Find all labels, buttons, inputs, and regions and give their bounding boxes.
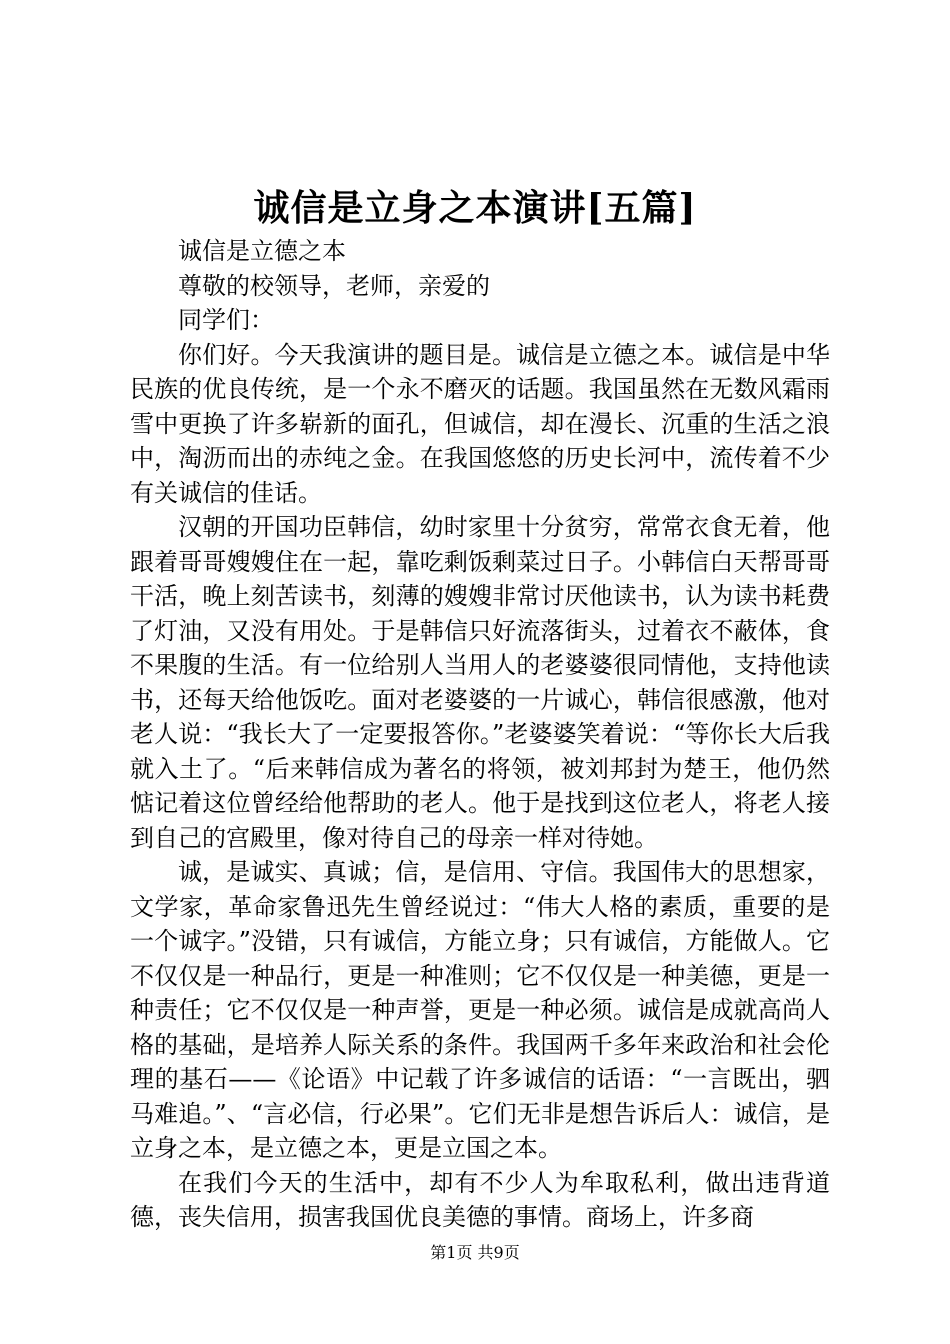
paragraph-salutation: 尊敬的校领导，老师，亲爱的 [178, 271, 490, 300]
paragraph-definition: 诚，是诚实、真诚；信，是信用、守信。我国伟大的思想家，文学家，革命家鲁迅先生曾经说过：“伟大人格的素质，重要的是一个诚字。”没错，只有诚信，方能立身；只有诚信，方能做人。它不仅仅是一种品行，更是一种准则；它不仅仅是一种美德，更是一种责任；它不仅仅是一种声誉，更是一种必须。诚信是成就高尚人格的基础，是培养人际关系的条件。我国两千多年来政治和社会伦理的基石——《论语》中记载了许多诚信的话语：“一言既出，驷马难追。”、“言必信，行必果”。它们无非是想告诉后人：诚信，是立身之本，是立德之本，更是立国之本。 [130, 858, 830, 1162]
paragraph-modern-life: 在我们今天的生活中，却有不少人为牟取私利，做出违背道德，丧失信用，损害我国优良美德的事情。商场上，许多商 [130, 1168, 830, 1231]
paragraph-subtitle: 诚信是立德之本 [178, 237, 346, 265]
document-body [130, 234, 830, 1235]
paragraph-intro: 你们好。今天我演讲的题目是。诚信是立德之本。诚信是中华民族的优良传统，是一个永不磨灭的话题。我国虽然在无数风霜雨雪中更换了许多崭新的面孔，但诚信，却在漫长、沉重的生活之浪中，淘沥而出的赤纯之金。在我国悠悠的历史长河中，流传着不少有关诚信的佳话。 [130, 340, 830, 507]
paragraph-salutation-cont: 同学们： [178, 306, 274, 334]
document-title: 诚信是立身之本演讲[五篇] [253, 187, 697, 229]
page-footer: 第1页 共9页 [430, 1243, 520, 1262]
paragraph-han-xin-story: 汉朝的开国功臣韩信，幼时家里十分贫穷，常常衣食无着，他跟着哥哥嫂嫂住在一起，靠吃剩饭剩菜过日子。小韩信白天帮哥哥干活，晚上刻苦读书，刻薄的嫂嫂非常讨厌他读书，认为读书耗费了灯油，又没有用处。于是韩信只好流落街头，过着衣不蔽体，食不果腹的生活。有一位给别人当用人的老婆婆很同情他，支持他读书，还每天给他饭吃。面对老婆婆的一片诚心，韩信很感激，他对老人说：“我长大了一定要报答你。”老婆婆笑着说：“等你长大后我就入土了。“后来韩信成为著名的将领，被刘邦封为楚王，他仍然惦记着这位曾经给他帮助的老人。他于是找到这位老人，将老人接到自己的宫殿里，像对待自己的母亲一样对待她。 [130, 513, 830, 852]
